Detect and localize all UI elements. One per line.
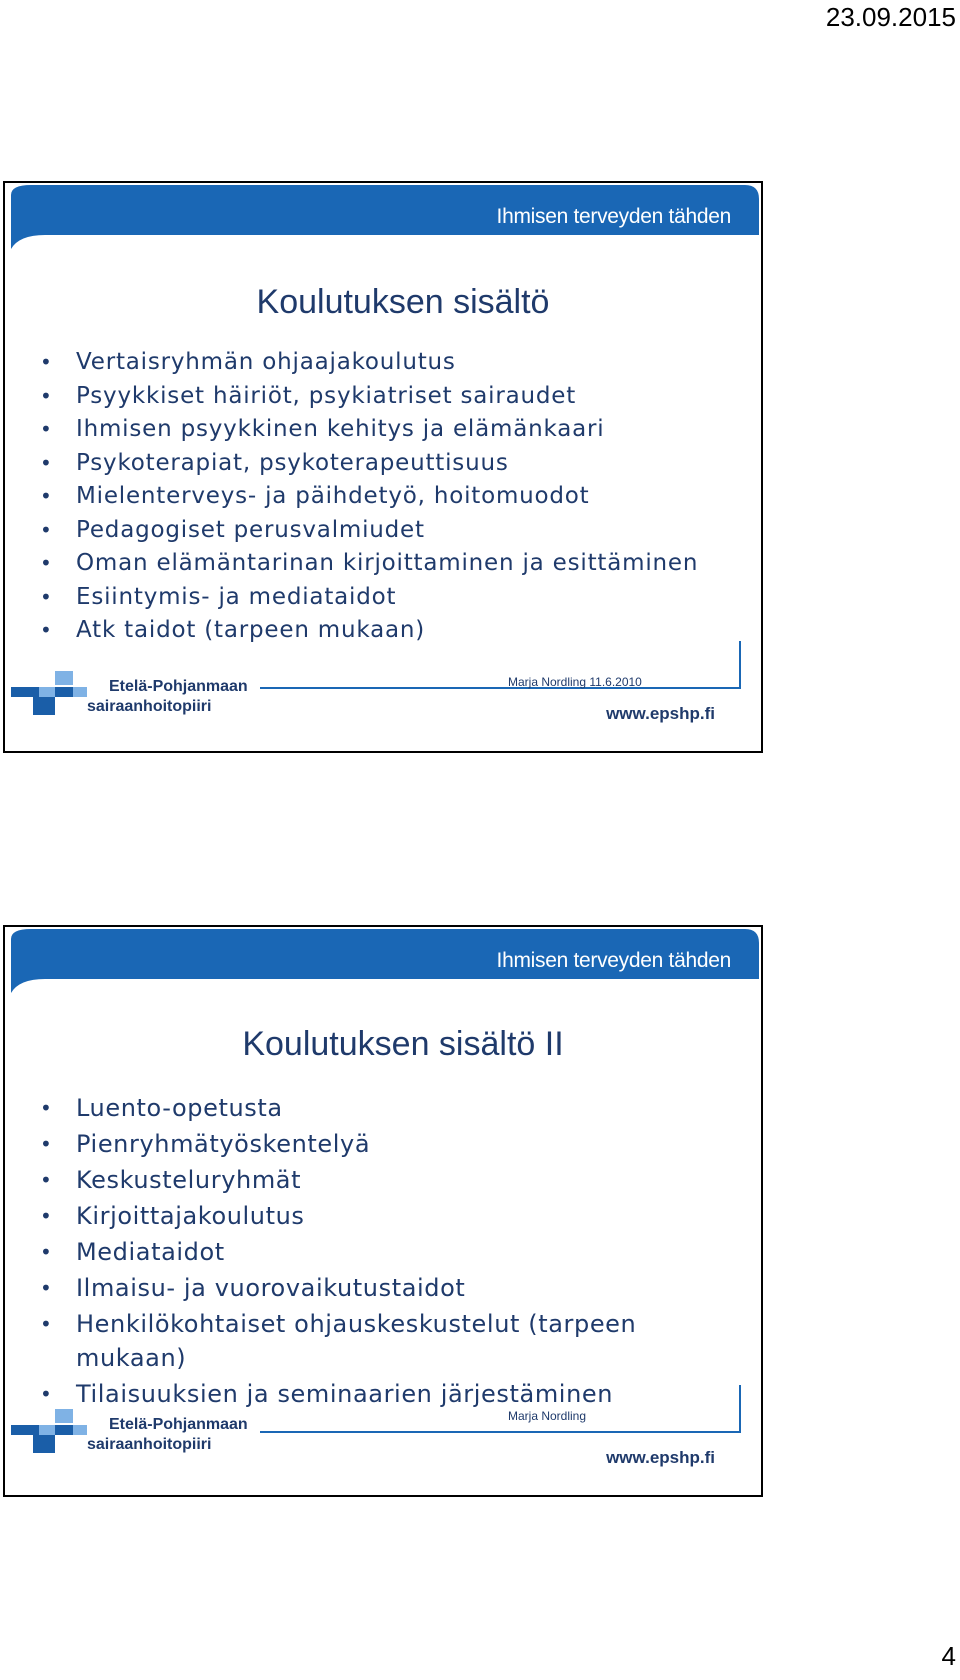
- bullet-list: [40, 346, 698, 648]
- org-name-line1: Etelä-Pohjanmaan: [109, 678, 248, 695]
- slide-title: Koulutuksen sisältö II: [242, 1025, 564, 1063]
- page-date: 23.09.2015: [825, 2, 956, 32]
- footer-rule: [260, 1431, 741, 1433]
- footer-rule: [260, 687, 741, 689]
- logo-cross-icon: [9, 669, 89, 719]
- bullet-item: • Mielenterveys- ja päihdetyö, hoitomuodot: [40, 480, 698, 514]
- page-number: 4: [941, 1641, 956, 1671]
- slide-2: [3, 925, 763, 1497]
- footer-author: Marja Nordling 11.6.2010: [508, 675, 642, 689]
- bullet-item: • Kirjoittajakoulutus: [40, 1199, 680, 1233]
- slide-title: Koulutuksen sisältö: [256, 283, 550, 321]
- slide-header: [5, 927, 761, 997]
- logo-text: [87, 1415, 248, 1455]
- slide-footer: [5, 661, 761, 751]
- org-name-line1: Etelä-Pohjanmaan: [109, 1416, 248, 1433]
- footer-rule-vertical: [739, 1385, 741, 1433]
- bullet-item: • Atk taidot (tarpeen mukaan): [40, 614, 698, 648]
- footer-url: www.epshp.fi: [606, 704, 715, 723]
- bullet-item: • Ilmaisu- ja vuorovaikutustaidot: [40, 1271, 680, 1305]
- footer-url: www.epshp.fi: [606, 1448, 715, 1467]
- bullet-item: • Psyykkiset häiriöt, psykiatriset sairaudet: [40, 380, 698, 414]
- logo-text: [87, 677, 248, 717]
- header-tagline: Ihmisen terveyden tähden: [496, 205, 731, 228]
- bullet-item: • Pedagogiset perusvalmiudet: [40, 514, 698, 548]
- slide-header: [5, 183, 761, 253]
- bullet-item: • Pienryhmätyöskentelyä: [40, 1127, 680, 1161]
- bullet-item: • Esiintymis- ja mediataidot: [40, 581, 698, 615]
- bullet-item: • Psykoterapiat, psykoterapeuttisuus: [40, 447, 698, 481]
- bullet-item: • Ihmisen psyykkinen kehitys ja elämänkaari: [40, 413, 698, 447]
- header-tagline: Ihmisen terveyden tähden: [496, 949, 731, 972]
- slide-1: [3, 181, 763, 753]
- bullet-item: • Oman elämäntarinan kirjoittaminen ja esittäminen: [40, 547, 698, 581]
- bullet-item: • Luento-opetusta: [40, 1091, 680, 1125]
- bullet-item: • Tilaisuuksien ja seminaarien järjestäminen: [40, 1377, 680, 1411]
- bullet-item: • Mediataidot: [40, 1235, 680, 1269]
- org-name-line2: sairaanhoitopiiri: [87, 698, 212, 715]
- bullet-item: • Vertaisryhmän ohjaajakoulutus: [40, 346, 698, 380]
- logo-cross-icon: [9, 1407, 89, 1457]
- org-name-line2: sairaanhoitopiiri: [87, 1436, 212, 1453]
- footer-author: Marja Nordling: [508, 1409, 587, 1423]
- footer-rule-vertical: [739, 641, 741, 689]
- slide-footer: [5, 1405, 761, 1495]
- bullet-list: [40, 1091, 680, 1413]
- bullet-item: • Keskusteluryhmät: [40, 1163, 680, 1197]
- bullet-item: • Henkilökohtaiset ohjauskeskustelut (tarpeen mukaan): [40, 1307, 680, 1375]
